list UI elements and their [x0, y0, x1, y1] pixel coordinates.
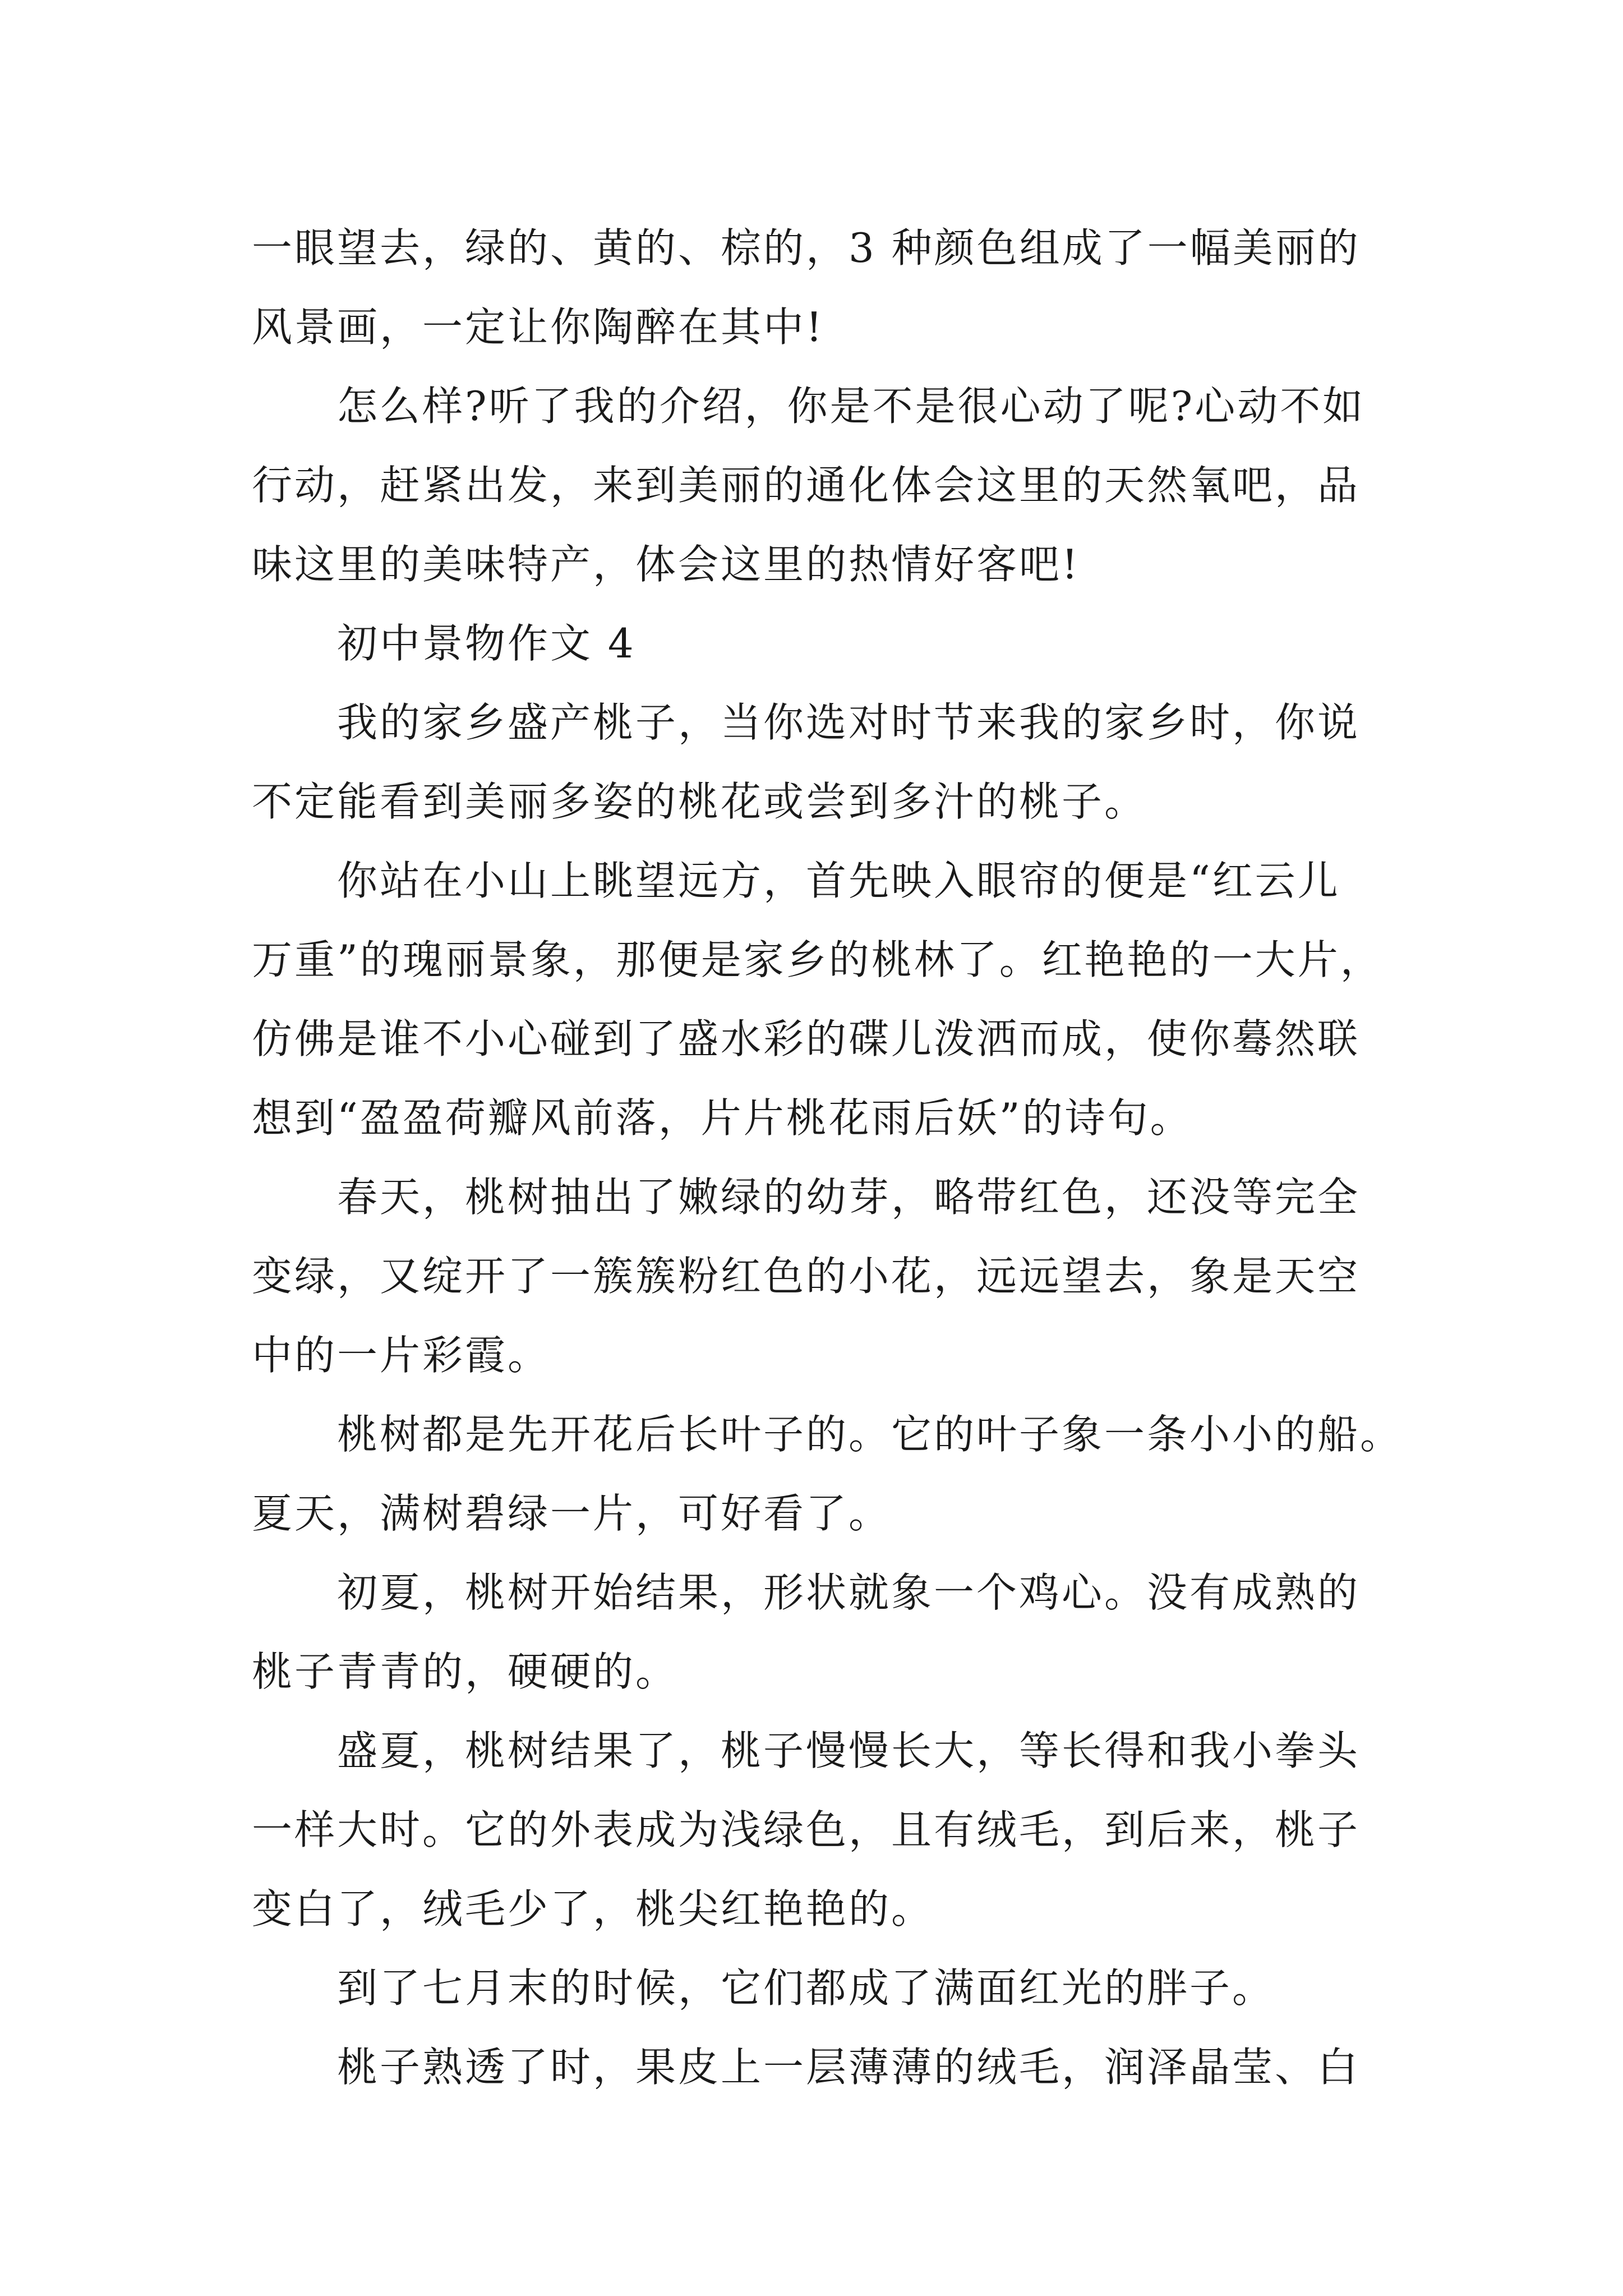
- text-line: 仿佛是谁不小心碰到了盛水彩的碟儿泼洒而成，使你蓦然联: [252, 1015, 1361, 1062]
- text-line: 行动，赶紧出发，来到美丽的通化体会这里的天然氧吧，品: [252, 462, 1361, 509]
- text-line: 我的家乡盛产桃子，当你选对时节来我的家乡时，你说: [337, 699, 1361, 746]
- text-line: 桃子熟透了时，果皮上一层薄薄的绒毛，润泽晶莹、白: [337, 2044, 1361, 2091]
- text-line: 初夏，桃树开始结果，形状就象一个鸡心。没有成熟的: [337, 1569, 1361, 1616]
- text-line: 夏天，满树碧绿一片，可好看了。: [252, 1490, 892, 1537]
- text-line: 怎么样?听了我的介绍，你是不是很心动了呢?心动不如: [337, 383, 1366, 430]
- section-heading: 初中景物作文 4: [337, 620, 636, 667]
- text-line: 盛夏，桃树结果了，桃子慢慢长大，等长得和我小拳头: [337, 1727, 1361, 1774]
- text-line: 一样大时。它的外表成为浅绿色，且有绒毛，到后来，桃子: [252, 1806, 1361, 1853]
- text-line: 桃子青青的，硬硬的。: [252, 1648, 679, 1695]
- text-line: 到了七月末的时候，它们都成了满面红光的胖子。: [337, 1964, 1275, 2012]
- text-line: 一眼望去，绿的、黄的、棕的，3 种颜色组成了一幅美丽的: [252, 224, 1361, 272]
- text-line: 万重”的瑰丽景象，那便是家乡的桃林了。红艳艳的一大片，: [252, 936, 1383, 983]
- text-line: 变白了，绒毛少了，桃尖红艳艳的。: [252, 1885, 934, 1932]
- text-line: 不定能看到美丽多姿的桃花或尝到多汁的桃子。: [252, 778, 1147, 825]
- text-line: 味这里的美味特产，体会这里的热情好客吧!: [252, 541, 1080, 588]
- text-line: 想到“盈盈荷瓣风前落，片片桃花雨后妖”的诗句。: [252, 1094, 1193, 1142]
- document-body: [252, 209, 1401, 2107]
- text-line: 变绿，又绽开了一簇簇粉红色的小花，远远望去，象是天空: [252, 1253, 1361, 1300]
- text-line: 桃树都是先开花后长叶子的。它的叶子象一条小小的船。: [337, 1411, 1403, 1458]
- text-line: 春天，桃树抽出了嫩绿的幼芽，略带红色，还没等完全: [337, 1174, 1361, 1221]
- text-line: 你站在小山上眺望远方，首先映入眼帘的便是“红云儿: [337, 857, 1340, 904]
- text-line: 中的一片彩霞。: [252, 1332, 551, 1379]
- text-line: 风景画，一定让你陶醉在其中!: [252, 303, 824, 351]
